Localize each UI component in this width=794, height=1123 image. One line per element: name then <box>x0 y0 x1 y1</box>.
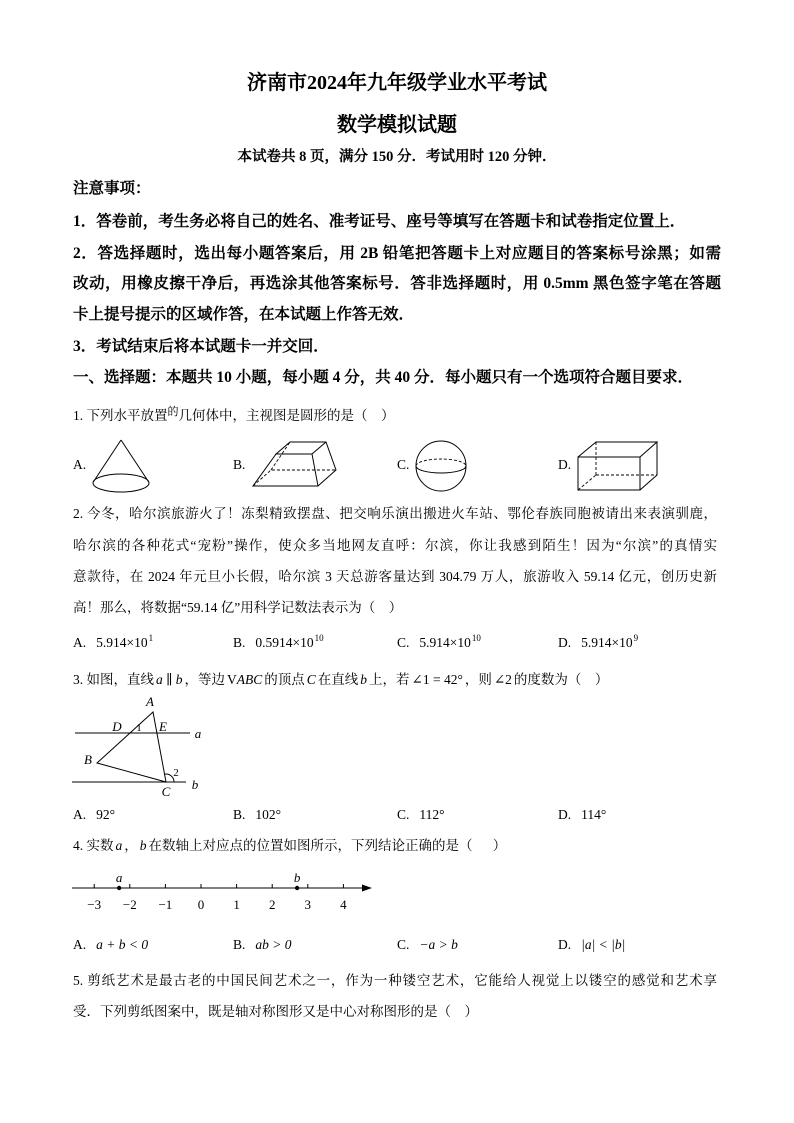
q3-option-b <box>233 805 281 825</box>
option-label: D. <box>558 807 572 822</box>
option-label: D. <box>558 937 572 952</box>
vertex-label-b: B <box>84 752 92 767</box>
option-label: D. <box>558 457 572 472</box>
option-value: −a > b <box>419 937 458 952</box>
tick-label: 4 <box>340 897 347 912</box>
q4-stem-math: b <box>139 838 147 853</box>
vertex-label-c: C <box>161 784 171 799</box>
option-value: |a| < |b| <box>581 937 626 952</box>
q4-stem-text: 4. 实数 <box>73 838 114 853</box>
point-label: b <box>293 870 301 885</box>
q3-option-d <box>558 805 606 825</box>
frustum-figure <box>248 436 348 492</box>
exam-title: 济南市2024年九年级学业水平考试 <box>247 72 547 94</box>
point-label-d: D <box>112 719 122 734</box>
section-heading: 一、选择题：本题共 10 小题，每小题 4 分，共 40 分．每小题只有一个选项符合题目要求． <box>73 369 694 386</box>
q1-option-a <box>73 455 86 475</box>
q2-stem-line: 哈尔滨的各种花式“宠粉”操作，使众多当地网友直呼：尔滨，你让我感到陌生！因为“尔滨”的真情实 <box>73 538 717 553</box>
option-label: C. <box>397 635 410 650</box>
q5-stem-line: 5. 剪纸艺术是最古老的中国民间艺术之一，作为一种镂空艺术，它能给人视觉上以镂空的感觉和艺术享 <box>73 973 717 988</box>
q2-option-a <box>73 633 153 654</box>
notice-heading: 注意事项： <box>73 180 151 197</box>
option-value: 0.5914×10 <box>255 635 314 650</box>
q4-option-d <box>558 935 625 955</box>
option-exponent: 10 <box>471 633 481 643</box>
option-label: C. <box>397 937 410 952</box>
notice-item-2-line: 卡上提号提示的区域作答，在本试题上作答无效． <box>73 306 415 323</box>
q2-option-c <box>397 633 481 654</box>
vertex-label-a: A <box>146 694 154 709</box>
q4-option-c <box>397 935 458 955</box>
tick-label: −3 <box>87 897 102 912</box>
q2-option-b <box>233 633 324 654</box>
q2-option-d <box>558 633 638 654</box>
option-value: 5.914×10 <box>419 635 471 650</box>
triangle-symbol: V <box>227 672 237 687</box>
point-dot <box>117 886 121 890</box>
option-label: B. <box>233 457 246 472</box>
point-label-e: E <box>159 719 167 734</box>
option-label: A. <box>73 457 87 472</box>
q3-stem-text: 3. 如图，直线 <box>73 672 154 687</box>
parallel-lines-triangle-figure <box>66 694 210 800</box>
option-value: 112° <box>419 807 445 822</box>
q3-stem-text: ，则 <box>464 672 492 687</box>
tick-label: −1 <box>158 897 173 912</box>
q4-stem-text: ， <box>124 838 138 853</box>
q3-stem-text: 的度数为（ ） <box>513 672 609 687</box>
number-line-figure <box>66 866 381 916</box>
q1-option-d <box>558 455 571 475</box>
exam-subtitle: 数学模拟试题 <box>337 114 457 136</box>
q4-stem-math: a <box>115 838 123 853</box>
q4-stem <box>73 836 506 856</box>
option-label: C. <box>397 807 410 822</box>
q2-stem-line: 2. 今冬，哈尔滨旅游火了！冻梨精致摆盘、把交响乐演出搬进火车站、鄂伦春族同胞被请出来表演驯鹿， <box>73 506 717 521</box>
q3-stem-text: ，等边 <box>184 672 225 687</box>
q1-option-b <box>233 455 245 475</box>
notice-item-2-line: 改动，用橡皮擦干净后，再选涂其他答案标号．答非选择题时，用 0.5mm 黑色签字笔在答题 <box>73 275 721 292</box>
q4-option-b <box>233 935 292 955</box>
q1-stem <box>73 406 395 427</box>
option-value: 92° <box>96 807 116 822</box>
triangle-abc <box>97 712 166 782</box>
q1-stem-text: 的 <box>167 406 179 418</box>
option-label: C. <box>397 457 410 472</box>
q3-stem-text: 上，若 <box>369 672 410 687</box>
q1-option-c <box>397 455 409 475</box>
line-label-b: b <box>191 777 199 792</box>
option-label: B. <box>233 937 246 952</box>
option-exponent: 10 <box>314 633 324 643</box>
q3-stem-math: ∠2 <box>493 672 512 687</box>
q1-stem-text: 几何体中，主视图是圆形的是（ ） <box>178 408 395 423</box>
tick-label: 3 <box>304 897 312 912</box>
q3-stem <box>73 670 608 690</box>
angle-label-2: 2 <box>173 767 179 779</box>
point-label: a <box>115 870 123 885</box>
option-label: A. <box>73 807 87 822</box>
number-line-arrow <box>362 885 372 892</box>
option-value: ab > 0 <box>255 937 292 952</box>
q3-option-a <box>73 805 115 825</box>
q1-stem-text: 1. 下列水平放置 <box>73 408 168 423</box>
q3-stem-math: ABC <box>236 672 263 687</box>
q2-stem-line: 意款待，在 2024 年元旦小长假，哈尔滨 3 天总游客量达到 304.79 万人，旅游收入 59.14 亿元，创历史新 <box>73 569 717 584</box>
angle-label-1: 1 <box>136 722 142 734</box>
option-label: B. <box>233 635 246 650</box>
notice-item-3: 3．考试结束后将本试题卡一并交回． <box>73 338 329 355</box>
q2-stem-line: 高！那么，将数据“59.14 亿”用科学记数法表示为（ ） <box>73 600 403 615</box>
q3-stem-text: 在直线 <box>317 672 359 687</box>
tick-label: 2 <box>268 897 276 912</box>
q5-stem-line: 受．下列剪纸图案中，既是轴对称图形又是中心对称图形的是（ ） <box>73 1004 478 1019</box>
exam-info: 本试卷共 8 页，满分 150 分．考试用时 120 分钟． <box>237 149 557 165</box>
q3-stem-math: a ∥ b <box>156 672 183 687</box>
cuboid-figure <box>574 438 662 494</box>
q3-stem-math: C <box>306 672 316 687</box>
option-label: A. <box>73 635 87 650</box>
option-exponent: 9 <box>633 633 639 643</box>
sphere-figure <box>414 438 470 494</box>
line-label-a: a <box>194 726 202 741</box>
tick-label: −2 <box>122 897 137 912</box>
option-label: B. <box>233 807 246 822</box>
point-dot <box>295 886 299 890</box>
q3-option-c <box>397 805 445 825</box>
option-value: 102° <box>255 807 282 822</box>
q4-option-a <box>73 935 148 955</box>
notice-item-1: 1．答卷前，考生务必将自己的姓名、准考证号、座号等填写在答题卡和试卷指定位置上． <box>73 213 686 230</box>
tick-label: 0 <box>197 897 205 912</box>
option-label: A. <box>73 937 87 952</box>
q3-stem-text: 的顶点 <box>264 672 305 687</box>
q3-stem-math: b <box>360 672 368 687</box>
notice-item-2-line: 2．答选择题时，选出每小题答案后，用 2B 铅笔把答题卡上对应题目的答案标号涂黑；如需 <box>73 245 721 262</box>
cone-figure <box>88 436 158 496</box>
option-value: a + b < 0 <box>96 937 149 952</box>
option-value: 114° <box>581 807 607 822</box>
option-value: 5.914×10 <box>96 635 148 650</box>
q4-stem-text: 在数轴上对应点的位置如图所示，下列结论正确的是（ ） <box>148 838 507 853</box>
option-value: 5.914×10 <box>581 635 633 650</box>
option-exponent: 1 <box>148 633 154 643</box>
q3-stem-math: ∠1 = 42° <box>411 672 463 687</box>
option-label: D. <box>558 635 572 650</box>
tick-label: 1 <box>233 897 240 912</box>
